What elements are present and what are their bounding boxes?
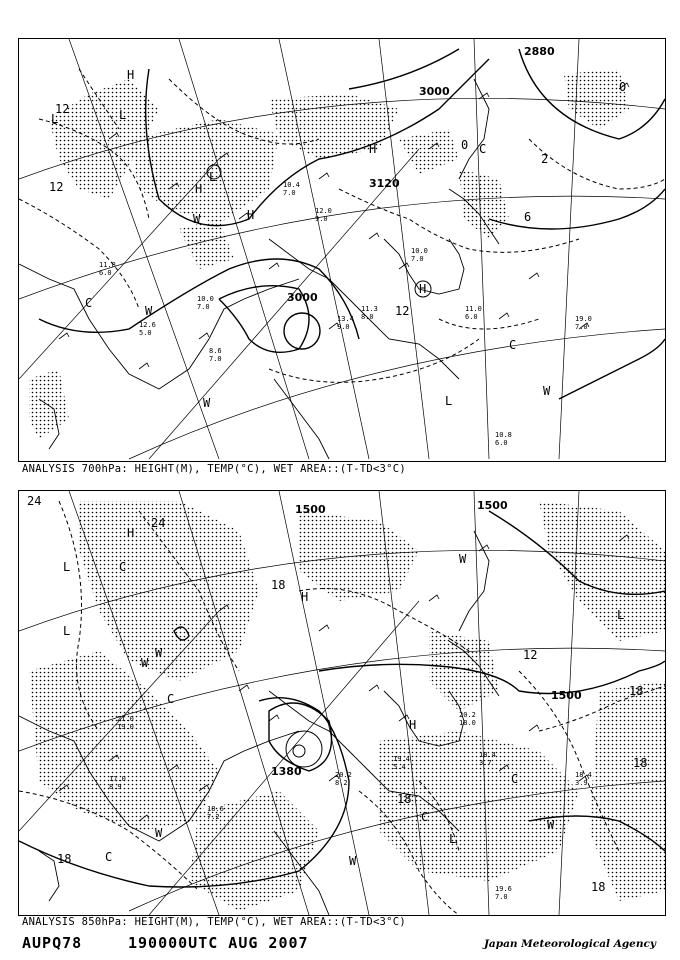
contour-label: 0 <box>461 138 469 152</box>
chart-code: AUPQ78 <box>22 934 83 952</box>
pressure-center-label: W <box>155 826 163 840</box>
contour-label: 2880 <box>524 45 555 58</box>
pressure-center-label: H <box>301 590 309 604</box>
pressure-center-label: H <box>419 282 427 296</box>
contour-label: 12 <box>55 102 70 116</box>
pressure-center-label: H <box>369 142 377 156</box>
station-value: 17.0 8.9 <box>109 775 126 791</box>
valid-time: 190000UTC AUG 2007 <box>128 934 309 952</box>
contour-label: 3120 <box>369 177 400 190</box>
pressure-center-label: H <box>195 182 203 196</box>
pressure-center-label: H <box>127 526 135 540</box>
pressure-center-label: W <box>193 212 201 226</box>
station-value: 10.8 6.0 <box>495 431 512 447</box>
pressure-center-label: L <box>445 394 453 408</box>
pressure-center-label: C <box>85 296 93 310</box>
station-value: 19.6 7.0 <box>495 885 512 901</box>
wet-areas <box>29 69 629 439</box>
map-850hpa-graphic <box>19 491 665 915</box>
contour-label: 18 <box>591 880 606 894</box>
contour-label: 1500 <box>477 499 508 512</box>
station-value: 20.2 18.0 <box>459 711 476 727</box>
contour-label: 12 <box>49 180 64 194</box>
pressure-center-label: L <box>449 832 457 846</box>
map-panel-850hpa <box>18 490 666 916</box>
station-value: 19.4 5.4 <box>393 755 410 771</box>
pressure-center-label: C <box>105 850 113 864</box>
contour-label: 1500 <box>551 689 582 702</box>
contour-label: 1500 <box>295 503 326 516</box>
station-value: 19.0 7.0 <box>575 315 592 331</box>
station-value: 11.0 6.0 <box>465 305 482 321</box>
pressure-center-label: H <box>409 718 417 732</box>
station-value: 18.6 7.2 <box>207 805 224 821</box>
station-value: 10.4 7.0 <box>283 181 300 197</box>
contour-label: 3000 <box>287 291 318 304</box>
station-value: 20.2 8.2 <box>335 771 352 787</box>
pressure-center-label: W <box>543 384 551 398</box>
station-value-group <box>99 181 592 447</box>
contour-label: 0 <box>619 80 627 94</box>
pressure-center-label: L <box>63 560 71 574</box>
pressure-center-label: W <box>349 854 357 868</box>
station-value: 12.0 9.0 <box>315 207 332 223</box>
pressure-center-label: H <box>247 208 255 222</box>
pressure-center-label: W <box>141 656 149 670</box>
pressure-center-label: C <box>167 692 175 706</box>
contour-label: 6 <box>524 210 532 224</box>
station-value: 21.0 19.0 <box>117 715 134 731</box>
pressure-center-label: L <box>617 608 625 622</box>
station-value: 12.6 5.0 <box>139 321 156 337</box>
station-value: 10.0 7.0 <box>197 295 214 311</box>
contour-label: 3000 <box>419 85 450 98</box>
contour-label: 18 <box>629 684 644 698</box>
pressure-center-label: C <box>479 142 487 156</box>
station-value: 10.0 7.0 <box>411 247 428 263</box>
pressure-center-label: L <box>63 624 71 638</box>
contour-label: 18 <box>397 792 412 806</box>
pressure-center-label: C <box>421 810 429 824</box>
contour-label: 2 <box>541 152 549 166</box>
pressure-center-label: H <box>127 68 135 82</box>
contour-label: 18 <box>57 852 72 866</box>
pressure-center-label: L <box>51 112 59 126</box>
contour-label: 24 <box>151 516 166 530</box>
station-value: 13.4 9.0 <box>337 315 354 331</box>
pressure-center-label: L <box>119 108 127 122</box>
pressure-center-label: C <box>119 560 127 574</box>
pressure-center-label: C <box>511 772 519 786</box>
pressure-center-label: W <box>155 646 163 660</box>
contour-label: 12 <box>395 304 410 318</box>
contour-label: 12 <box>523 648 538 662</box>
pressure-center-label: W <box>459 552 467 566</box>
contour-label: 18 <box>271 578 286 592</box>
pressure-center-label: W <box>145 304 153 318</box>
contour-label: 1380 <box>271 765 302 778</box>
station-value: 11.3 8.0 <box>361 305 378 321</box>
map-700hpa-graphic <box>19 39 665 461</box>
map-panel-700hpa <box>18 38 666 462</box>
pressure-center-label: L <box>209 170 217 184</box>
pressure-center-label: W <box>547 818 555 832</box>
agency-credit: Japan Meteorological Agency <box>483 938 656 950</box>
station-value: 11.8 6.0 <box>99 261 116 277</box>
contour-label: 18 <box>633 756 648 770</box>
station-value: 8.6 7.0 <box>209 347 222 363</box>
panel-caption-700hpa: ANALYSIS 700hPa: HEIGHT(M), TEMP(°C), WET AREA::(T-TD<3°C) <box>22 463 407 475</box>
pressure-center-label: C <box>509 338 517 352</box>
panel-caption-850hpa: ANALYSIS 850hPa: HEIGHT(M), TEMP(°C), WET AREA::(T-TD<3°C) <box>22 916 407 928</box>
station-value: 18.4 3.7 <box>479 751 496 767</box>
station-value: 18.4 3.9 <box>575 771 592 787</box>
contour-label: 24 <box>27 494 42 508</box>
pressure-center-label: W <box>203 396 211 410</box>
